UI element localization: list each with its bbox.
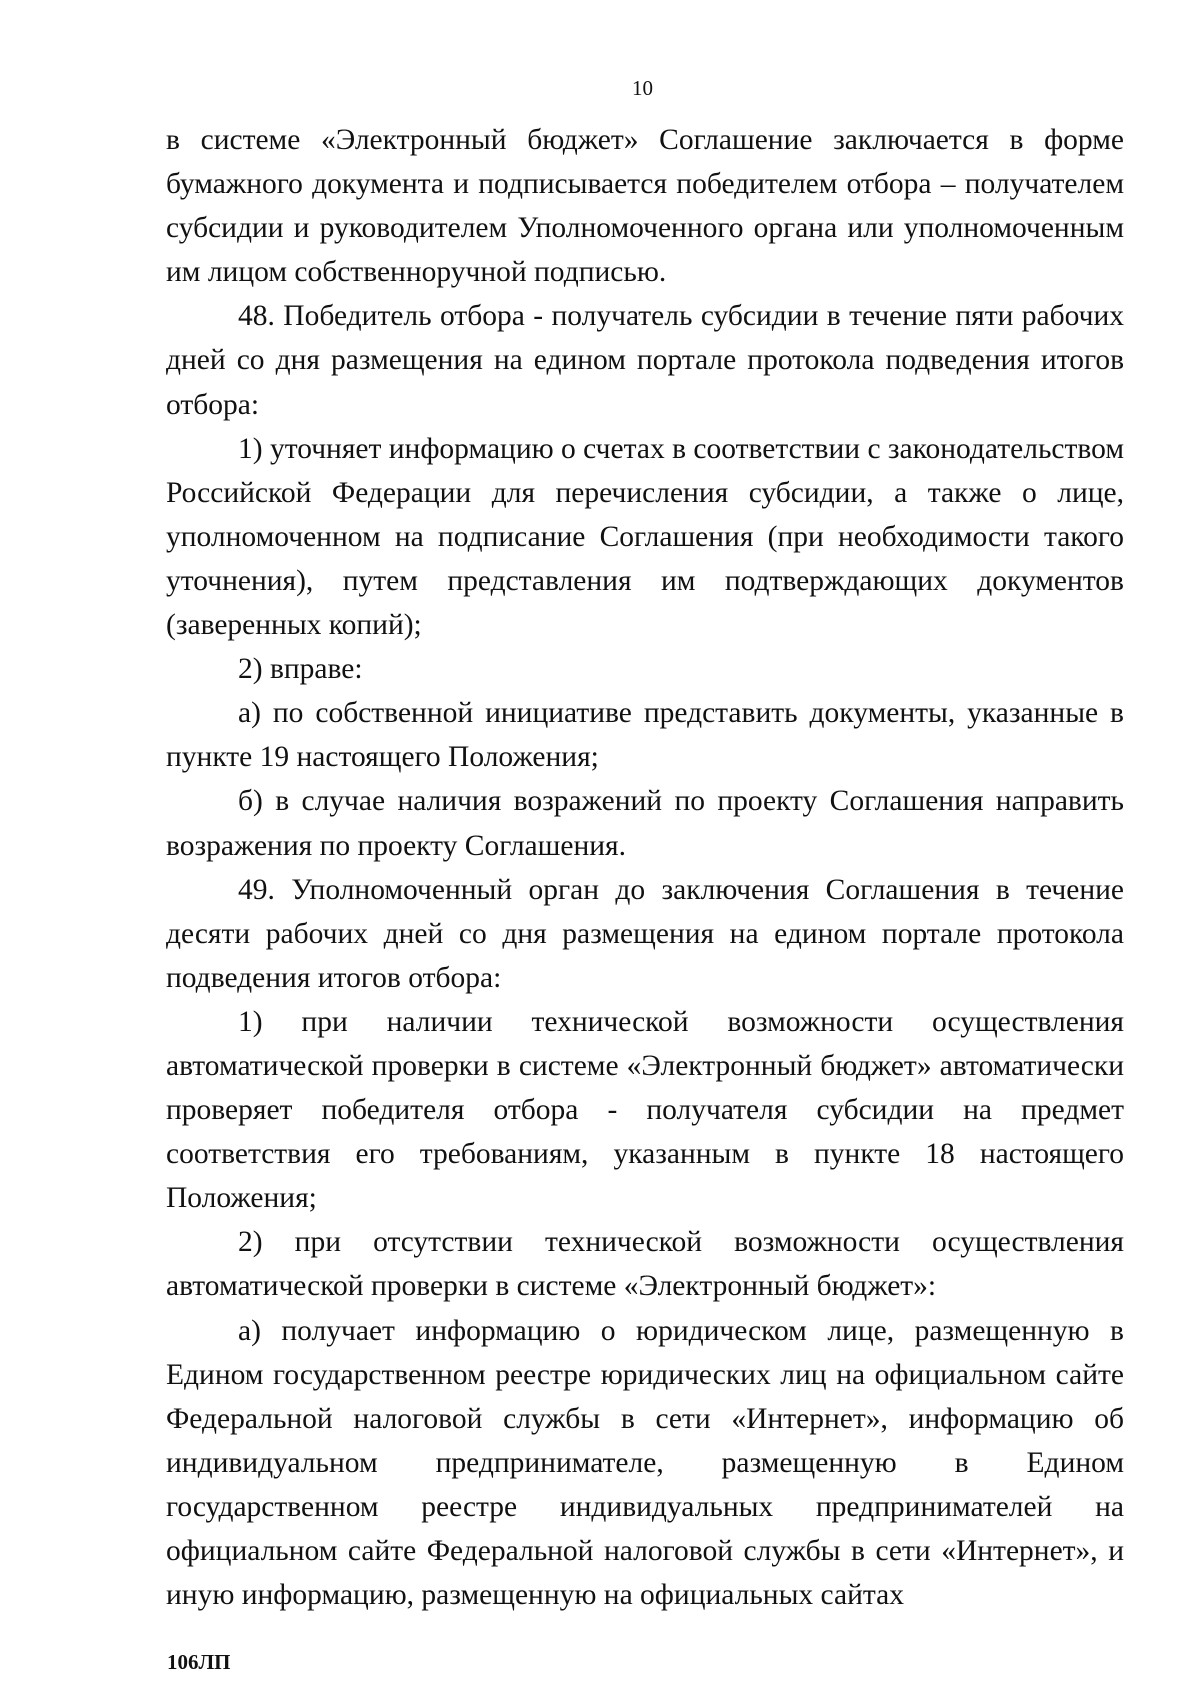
paragraph-item-48: 48. Победитель отбора - получатель субсидии в течение пяти рабочих дней со дня размещения на едином портале протокола подведения итогов отбора: — [166, 300, 1124, 421]
paragraph-48-sub-2-a: а) по собственной инициативе представить документы, указанные в пункте 19 настоящего Положения; — [166, 697, 1124, 774]
paragraph-48-sub-1: 1) уточняет информацию о счетах в соответствии с законодательством Российской Федерации для перечисления субсидии, а также о лице, уполномоченном на подписание Соглашения (при необходимости такого уточнения), путем представления им подтверждающих документов (заверенных копий); — [166, 432, 1124, 642]
document-code: 106ЛП — [167, 1650, 231, 1674]
paragraph-continuation: в системе «Электронный бюджет» Соглашение заключается в форме бумажного документа и подписывается победителем отбора – получателем субсидии и руководителем Уполномоченного органа или уполномоченным им лицом собственноручной подписью. — [166, 124, 1124, 289]
document-body — [166, 118, 1124, 1617]
paragraph-49-sub-2: 2) при отсутствии технической возможности осуществления автоматической проверки в системе «Электронный бюджет»: — [166, 1226, 1124, 1303]
paragraph-48-sub-2-b: б) в случае наличия возражений по проекту Соглашения направить возражения по проекту Соглашения. — [166, 785, 1124, 862]
paragraph-48-sub-2: 2) вправе: — [238, 653, 363, 686]
paragraph-49-sub-1: 1) при наличии технической возможности осуществления автоматической проверки в системе «Электронный бюджет» автоматически проверяет победителя отбора - получателя субсидии на предмет соответствия его требованиям, указанным в пункте 18 настоящего Положения; — [166, 1005, 1124, 1215]
page-number: 10 — [632, 76, 653, 100]
paragraph-item-49: 49. Уполномоченный орган до заключения Соглашения в течение десяти рабочих дней со дня размещения на едином портале протокола подведения итогов отбора: — [166, 873, 1124, 994]
paragraph-49-sub-2-a: а) получает информацию о юридическом лице, размещенную в Едином государственном реестре юридических лиц на официальном сайте Федеральной налоговой службы в сети «Интернет», информацию об индивидуальном предпринимателе, размещенную в Едином государственном реестре индивидуальных предпринимателей на официальном сайте Федеральной налоговой службы в сети «Интернет», и иную информацию, размещенную на официальных сайтах — [166, 1314, 1124, 1612]
